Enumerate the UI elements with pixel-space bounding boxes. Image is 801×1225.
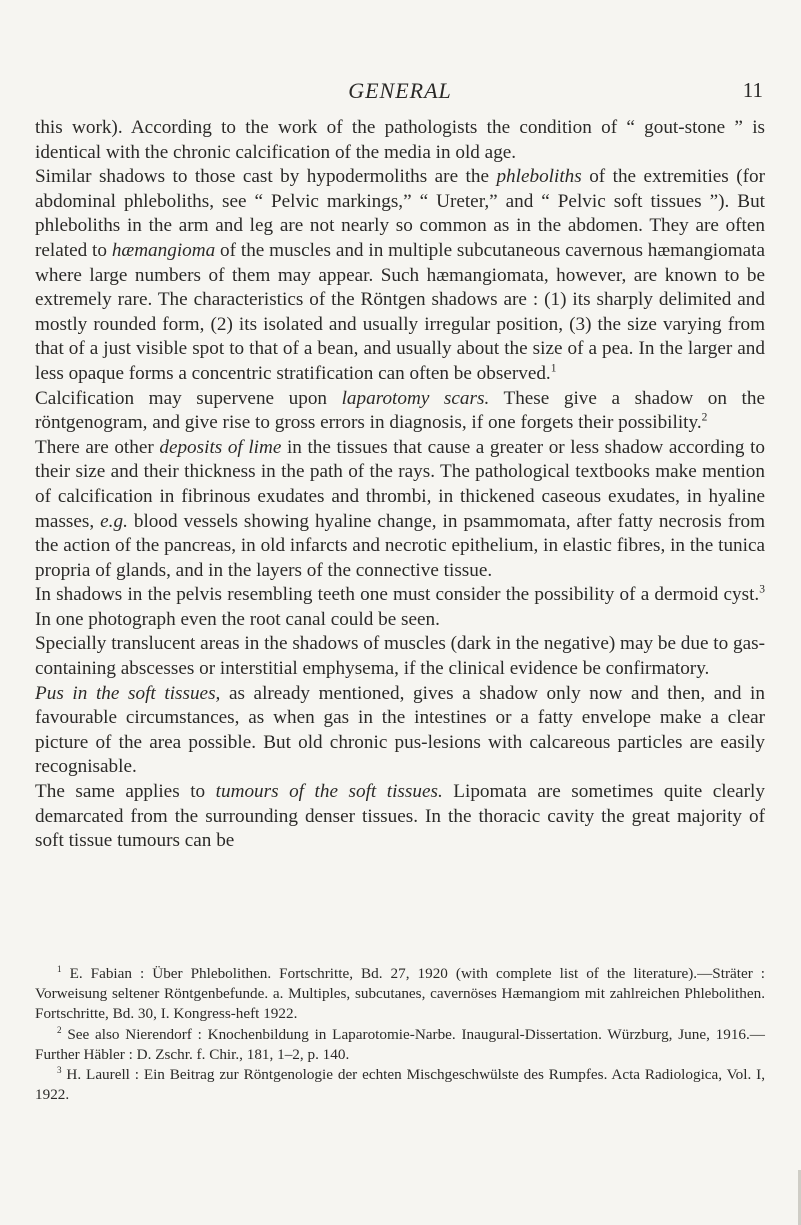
footnote-ref-2: 2 — [701, 411, 708, 424]
paragraph-tumours: The same applies to tumours of the soft tissues. Lipomata are sometimes quite clearly demarcated from the surrounding denser tissues. In the thoracic cavity the great majority of soft tissue tumours can be — [35, 781, 765, 852]
term-tumours-soft-tissues: tumours of the soft tissues. — [215, 781, 443, 803]
running-head — [35, 78, 765, 108]
term-eg: e.g. — [100, 510, 128, 532]
term-laparotomy-scars: laparotomy scars. — [341, 387, 490, 409]
body-text — [35, 116, 765, 854]
term-haemangioma: hæmangioma — [111, 239, 216, 261]
paragraph-laparotomy: Calcification may supervene upon laparotomy scars. These give a shadow on the röntgenogram, and give rise to gross errors in diagnosis, if one forgets their possibility.$^2$ — [35, 387, 765, 434]
footnote-2: $^2$ See also Nierendorf : Knochenbildung in Laparotomie-Narbe. Inaugural-Dissertation. Würzburg, June, 1916.—Further Häbler : D. Zschr. f. Chir., 181, 1–2, p. 140. — [35, 1024, 765, 1063]
footnote-1: $^1$ E. Fabian : Über Phlebolithen. Fortschritte, Bd. 27, 1920 (with complete list of the literature).—Sträter : Vorweisung seltener Röntgenbefunde. a. Multiples, subcutanes, cavernöses Hæmangiom mit zahlreichen Phlebolithen. Fortschritte, Bd. 30, I. Kongress-heft 1922. — [35, 963, 765, 1023]
paragraph-lime-deposits: There are other deposits of lime in the tissues that cause a greater or less shadow according to their size and their thickness in the path of the rays. The pathological textbooks make mention of calcification in fibrinous exudates and thrombi, in thickened caseous exudates, in hyaline masses, e.g. blood vessels showing hyaline change, in psammomata, after fatty necrosis from the action of the pancreas, in old infarcts and necrotic epithelium, in elastic fibres, in the tunica propria of glands, and in the layers of the connective tissue. — [35, 436, 766, 581]
term-phleboliths: phleboliths — [496, 166, 582, 188]
paragraph-translucent: Specially translucent areas in the shadows of muscles (dark in the negative) may be due to gas-containing abscesses or interstitial emphysema, if the clinical evidence be confirmatory. — [35, 633, 765, 680]
paragraph-phleboliths: Similar shadows to those cast by hypodermoliths are the phleboliths of the extremities (for abdominal phleboliths, see “ Pelvic markings,” “ Ureter,” and “ Pelvic soft tissues ”). But phleboliths in the arm and leg are not nearly so common as in the abdomen. They are often related to hæmangioma of the muscles and in multiple subcutaneous cavernous hæmangiomata where large numbers of them may appear. Such hæmangiomata, however, are known to be extremely rare. The characteristics of the Röntgen shadows are : (1) its sharply delimited and mostly rounded form, (2) its isolated and usually irregular position, (3) the size varying from that of a just visible spot to that of a bean, and usually about the size of a pea. In the larger and less opaque forms a concentric stratification can often be observed.$^1$ — [35, 166, 765, 384]
running-title: GENERAL — [348, 78, 452, 103]
footnotes — [35, 964, 765, 1105]
paragraph-dermoid: In shadows in the pelvis resembling teeth one must consider the possibility of a dermoid cyst.$^3$ In one photograph even the root canal could be seen. — [35, 583, 765, 630]
footnote-3: $^3$ H. Laurell : Ein Beitrag zur Röntgenologie der echten Mischgeschwülste des Rumpfes. Acta Radiologica, Vol. I, 1922. — [35, 1064, 765, 1104]
page-number: 11 — [742, 78, 763, 102]
term-pus-soft-tissues: Pus in the soft tissues, — [35, 682, 221, 704]
footnote-ref-1: 1 — [550, 362, 557, 375]
term-deposits-of-lime: deposits of lime — [159, 436, 282, 458]
paragraph-pus: Pus in the soft tissues, as already mentioned, gives a shadow only now and then, and in favourable circumstances, as when gas in the intestines or a fatty envelope make a clear picture of the area possible. But old chronic pus-lesions with calcareous particles are easily recognisable. — [35, 682, 765, 778]
paragraph-1: this work). According to the work of the pathologists the condition of “ gout-stone ” is identical with the chronic calcification of the media in old age. — [35, 117, 765, 163]
footnote-ref-3: 3 — [759, 583, 765, 596]
